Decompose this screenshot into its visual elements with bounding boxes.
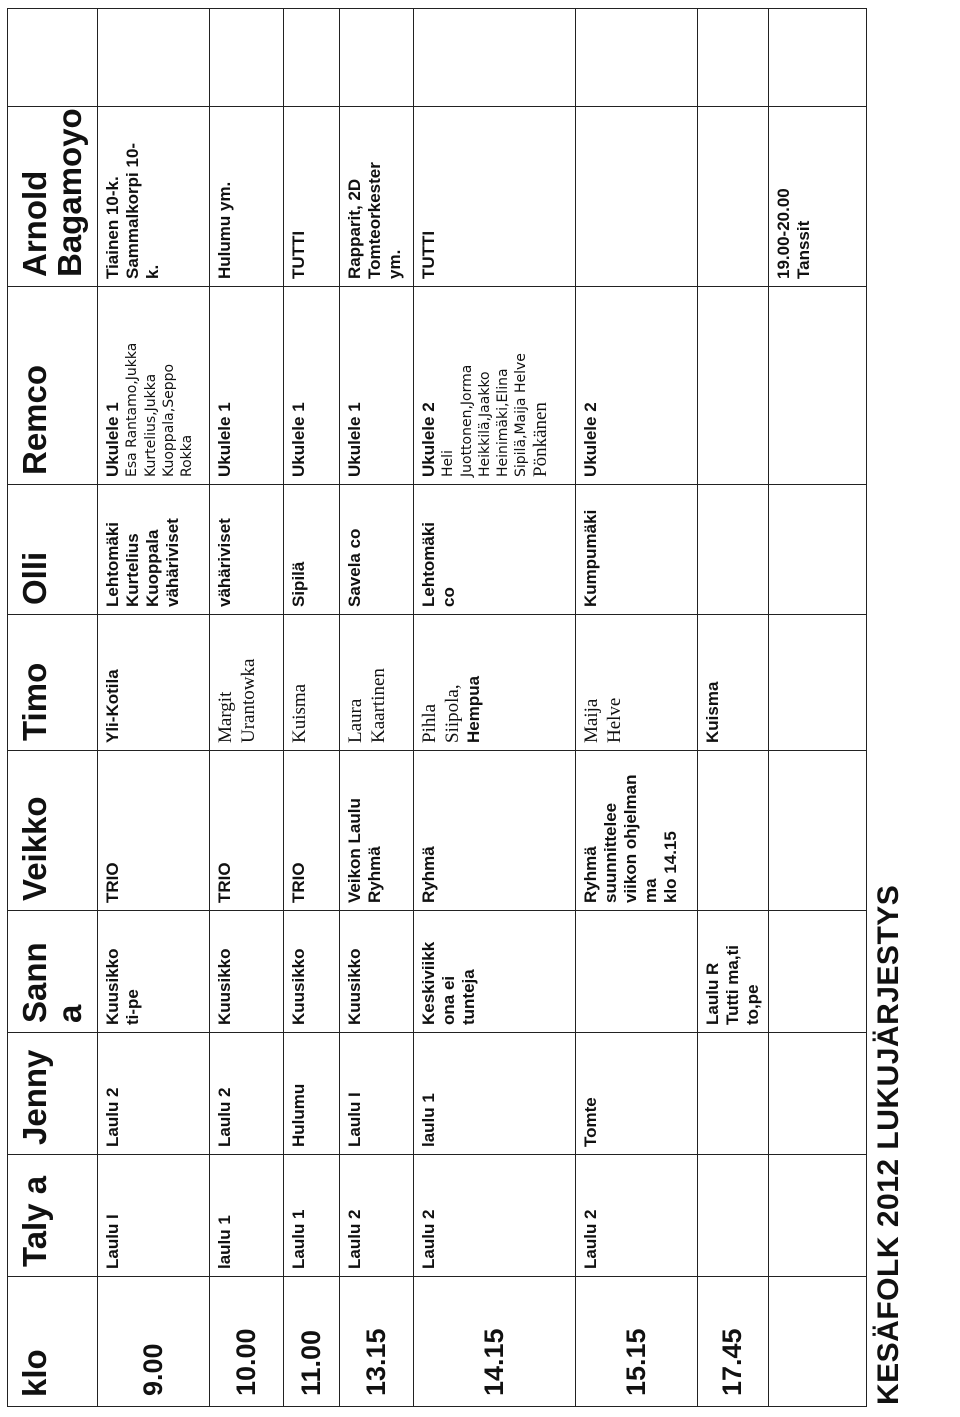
header-remco: Remco xyxy=(8,287,98,485)
taly-cell: Laulu 2 xyxy=(414,1155,576,1277)
extra-cell xyxy=(698,9,769,107)
olli-cell: Lehtomäki Kurtelius Kuoppala vähäriviset xyxy=(98,485,210,615)
time-cell: 13.15 xyxy=(340,1277,414,1407)
sanna-cell: Laulu R Tutti ma,ti to,pe xyxy=(698,911,769,1033)
arnold-cell: Hulumu ym. xyxy=(210,107,284,287)
arnold-cell: Rapparit, 2D Tomteorkester ym. xyxy=(340,107,414,287)
remco-cell: Ukulele 2 Heli Juottonen,Jorma Heikkilä,Jaakko Heinimäki,Elina Sipilä,Maija Helve Pönkänen xyxy=(414,287,576,485)
veikko-cell xyxy=(698,751,769,911)
header-olli: Olli xyxy=(8,485,98,615)
veikko-cell: TRIO xyxy=(284,751,340,911)
header-extra xyxy=(8,9,98,107)
veikko-cell xyxy=(769,751,867,911)
header-jenny: Jenny xyxy=(8,1033,98,1155)
timo-cell: Kuisma xyxy=(698,615,769,751)
extra-cell xyxy=(98,9,210,107)
extra-cell xyxy=(576,9,698,107)
olli-cell xyxy=(769,485,867,615)
sanna-cell xyxy=(769,911,867,1033)
timo-cell: Yli-Kotila xyxy=(98,615,210,751)
remco-cell xyxy=(769,287,867,485)
sanna-cell: Kuusikko ti-pe xyxy=(98,911,210,1033)
sanna-cell: Kuusikko xyxy=(340,911,414,1033)
taly-cell: laulu 1 xyxy=(210,1155,284,1277)
header-timo: Timo xyxy=(8,615,98,751)
extra-cell xyxy=(210,9,284,107)
table-row xyxy=(98,9,210,1407)
header-talya: Taly a xyxy=(8,1155,98,1277)
timo-cell: Maija Helve xyxy=(576,615,698,751)
header-arnold: Arnold Bagamoyo xyxy=(8,107,98,287)
veikko-cell: TRIO xyxy=(98,751,210,911)
veikko-cell: Ryhmä suunnittelee viikon ohjelman ma klo 14.15 xyxy=(576,751,698,911)
jenny-cell xyxy=(769,1033,867,1155)
veikko-cell: TRIO xyxy=(210,751,284,911)
sanna-cell: Keskiviikk ona ei tunteja xyxy=(414,911,576,1033)
jenny-cell: Tomte xyxy=(576,1033,698,1155)
table-row xyxy=(210,9,284,1407)
remco-cell: Ukulele 1 Esa Rantamo,Jukka Kurtelius,Jukka Kuoppala,Seppo Rokka xyxy=(98,287,210,485)
extra-cell xyxy=(769,9,867,107)
veikko-cell: Veikon Laulu Ryhmä xyxy=(340,751,414,911)
arnold-cell: Tiainen 10-k. Sammalkorpi 10- k. xyxy=(98,107,210,287)
arnold-cell xyxy=(576,107,698,287)
olli-cell: Savela co xyxy=(340,485,414,615)
taly-cell: Laulu 2 xyxy=(576,1155,698,1277)
veikko-cell: Ryhmä xyxy=(414,751,576,911)
remco-cell: Ukulele 2 xyxy=(576,287,698,485)
extra-cell xyxy=(284,9,340,107)
remco-cell: Ukulele 1 xyxy=(210,287,284,485)
table-row xyxy=(698,9,769,1407)
olli-cell xyxy=(698,485,769,615)
table-row xyxy=(414,9,576,1407)
time-cell: 11.00 xyxy=(284,1277,340,1407)
timo-cell: Laura Kaartinen xyxy=(340,615,414,751)
jenny-cell: Laulu 2 xyxy=(98,1033,210,1155)
jenny-cell: Hulumu xyxy=(284,1033,340,1155)
sanna-cell xyxy=(576,911,698,1033)
schedule-table xyxy=(7,8,867,1407)
olli-cell: vähäriviset xyxy=(210,485,284,615)
jenny-cell: Laulu I xyxy=(340,1033,414,1155)
sanna-cell: Kuusikko xyxy=(210,911,284,1033)
taly-cell: Laulu I xyxy=(98,1155,210,1277)
time-cell: 9.00 xyxy=(98,1277,210,1407)
timo-cell xyxy=(769,615,867,751)
taly-cell xyxy=(698,1155,769,1277)
extra-cell xyxy=(340,9,414,107)
table-row xyxy=(340,9,414,1407)
remco-cell: Ukulele 1 xyxy=(340,287,414,485)
time-cell: 10.00 xyxy=(210,1277,284,1407)
sanna-cell: Kuusikko xyxy=(284,911,340,1033)
header-klo: klo xyxy=(8,1277,98,1407)
table-row xyxy=(576,9,698,1407)
extra-cell xyxy=(414,9,576,107)
taly-cell: Laulu 2 xyxy=(340,1155,414,1277)
table-row xyxy=(284,9,340,1407)
time-cell: 15.15 xyxy=(576,1277,698,1407)
taly-cell: Laulu 1 xyxy=(284,1155,340,1277)
header-row xyxy=(8,9,98,1407)
time-cell: 14.15 xyxy=(414,1277,576,1407)
jenny-cell: laulu 1 xyxy=(414,1033,576,1155)
time-cell xyxy=(769,1277,867,1407)
olli-cell: Sipilä xyxy=(284,485,340,615)
arnold-cell: TUTTI xyxy=(414,107,576,287)
olli-cell: Kumpumäki xyxy=(576,485,698,615)
jenny-cell: Laulu 2 xyxy=(210,1033,284,1155)
page-title: KESÄFOLK 2012 LUKUJÄRJESTYS xyxy=(872,884,905,1405)
remco-cell: Ukulele 1 xyxy=(284,287,340,485)
time-cell: 17.45 xyxy=(698,1277,769,1407)
olli-cell: Lehtomäki co xyxy=(414,485,576,615)
taly-cell xyxy=(769,1155,867,1277)
timo-cell: Kuisma xyxy=(284,615,340,751)
timo-cell: Pihla Siipola, Hempua xyxy=(414,615,576,751)
remco-cell xyxy=(698,287,769,485)
timo-cell: Margit Urantowka xyxy=(210,615,284,751)
arnold-cell xyxy=(698,107,769,287)
table-row xyxy=(769,9,867,1407)
header-sanna: Sann a xyxy=(8,911,98,1033)
header-veikko: Veikko xyxy=(8,751,98,911)
jenny-cell xyxy=(698,1033,769,1155)
arnold-cell: 19.00-20.00 Tanssit xyxy=(769,107,867,287)
arnold-cell: TUTTI xyxy=(284,107,340,287)
